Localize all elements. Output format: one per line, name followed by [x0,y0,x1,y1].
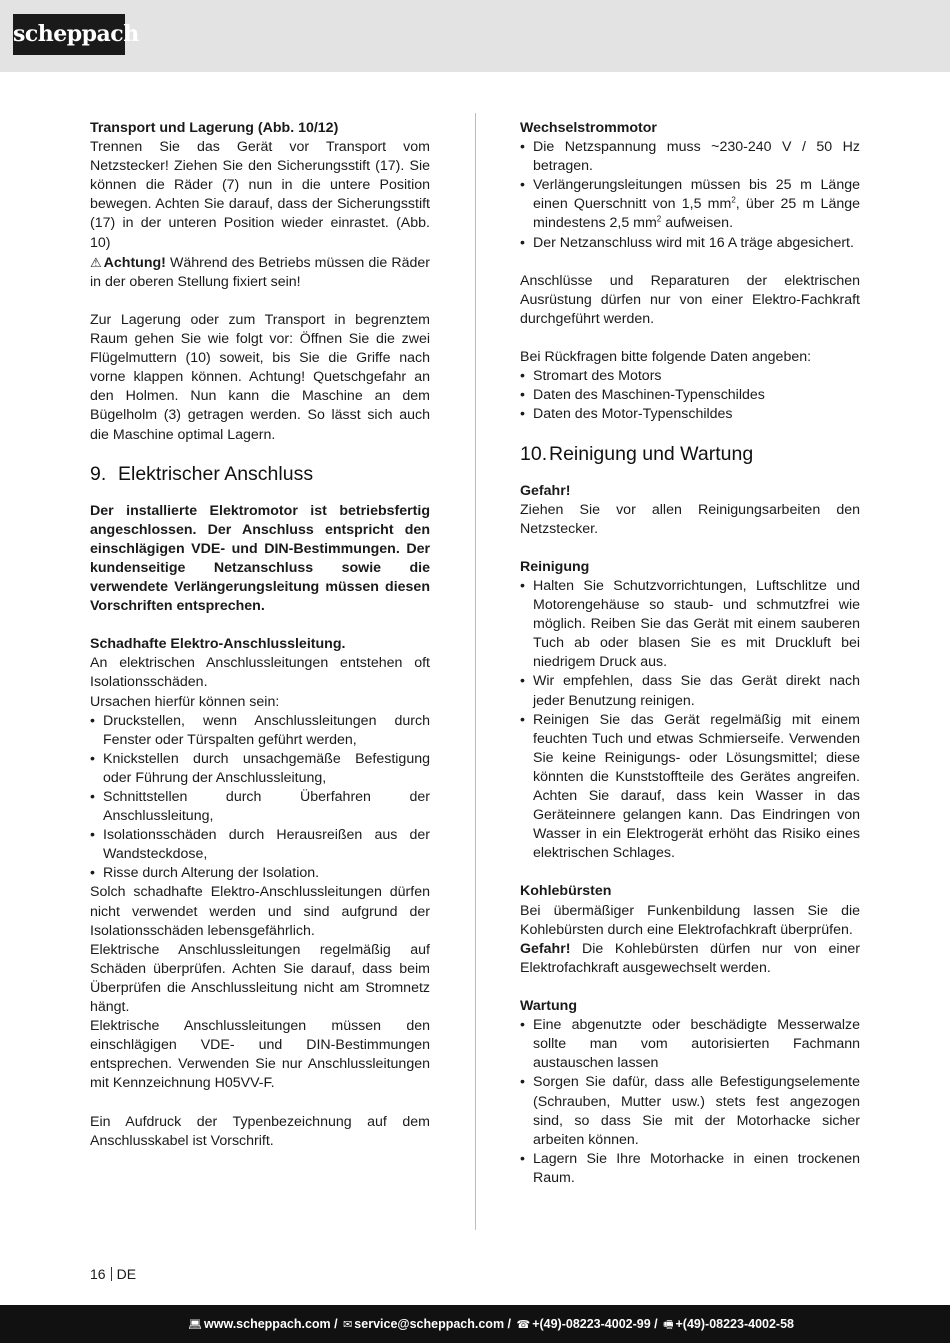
warning-text: Während des Betriebs müssen die Räder in der oberen Stellung fixiert sein! [90,254,430,290]
cleaning-heading: Reinigung [520,558,590,575]
brushes-danger-paragraph [520,940,860,978]
maintenance-heading: Wartung [520,998,577,1015]
section-10-heading [520,442,860,466]
brushes-heading: Kohlebürsten [520,883,612,900]
transport-heading: Transport und Lagerung (Abb. 10/12) [90,120,339,136]
column-divider [475,113,476,1230]
storage-paragraph: Zur Lagerung oder zum Transport in begrenztem Raum gehen Sie wie folgt vor: Öffnen Sie die zwei Flügelmuttern (10) soweit, bis Sie die Griffe nach vorne klappen können. Achtung! Quetschgefahr an den Holmen. Nun kann die Maschine an dem Bügelholm (3) getragen werden. So lässt sich auch die Maschine optimal Lagern. [90,311,430,443]
danger-heading: Gefahr! [520,482,571,499]
list-item: • Reinigen Sie das Gerät regelmäßig mit einem feuchten Tuch und etwas Schmierseife. Verwenden Sie keine Reinigungs- oder Lösungsmittel; diese könnten die Kunststoffteile des Gerätes angreifen. Achten Sie darauf, dass kein Wasser in das Geräteinnere gelangen kann. Das Eindringen von Wasser in ein Elektrogerät erhöht das Risiko eines elektrischen Schlages. [520,711,860,864]
list-item: • Knickstellen durch unsachgemäße Befestigung oder Führung der Anschlussleitung, [90,750,430,788]
list-item: • Eine abgenutzte oder beschädigte Messerwalze sollte man vom autorisierten Fachmann austauschen lassen [520,1016,860,1073]
right-column [520,119,860,1188]
footer-phone: +(49)-08223-4002-99 [532,1317,651,1331]
brushes-danger-label: Gefahr! [520,940,571,957]
page-language: DE [116,1266,137,1282]
cable-paragraph-5: Elektrische Anschlussleitungen müssen den einschlägigen VDE- und DIN-Bestimmungen entsprechen. Verwenden Sie nur Anschlussleitungen mit Kennzeichnung H05VV-F. [90,1018,430,1092]
list-item: • Risse durch Alterung der Isolation. [90,864,430,883]
cable-paragraph-3: Solch schadhafte Elektro-Anschlussleitungen dürfen nicht verwendet werden und sind aufgrund der Isolationsschäden lebensgefährlich. [90,884,430,939]
list-item: • Halten Sie Schutzvorrichtungen, Luftschlitze und Motorengehäuse so staub- und schmutzfrei wie möglich. Reiben Sie das Gerät mit einem sauberen Tuch ab oder blasen Sie es mit Druckluft bei niedrigem Druck aus. [520,577,860,672]
cable-paragraph-4: Elektrische Anschlussleitungen regelmäßig auf Schäden überprüfen. Achten Sie darauf, dass beim Überprüfen die Anschlussleitung nicht am Stromnetz hängt. [90,941,430,1016]
section-9-title: Elektrischer Anschluss [118,462,314,485]
list-item: • Sorgen Sie dafür, dass alle Befestigungselemente (Schrauben, Mutter usw.) stets fest angezogen sind, so dass Sie mit der Motorhacke sicher arbeiten können. [520,1073,860,1149]
header-bar [0,0,950,72]
page-number-value: 16 [90,1266,106,1282]
repair-paragraph: Anschlüsse und Reparaturen der elektrischen Ausrüstung dürfen nur von einer Elektro-Fachkraft durchgeführt werden. [520,272,860,327]
scheppach-logo: scheppach [13,14,125,55]
list-item: • Verlängerungsleitungen müssen bis 25 m Länge einen Querschnitt von 1,5 $mm^2$, über 25 m Länge mindestens 2,5 $mm^2$ aufweisen. [520,176,860,233]
left-column [90,119,430,1151]
list-item: • Die Netzspannung muss ~230-240 V / 50 Hz betragen. [520,138,860,176]
mail-icon: ✉ [343,1319,353,1331]
footer-fax: +(49)-08223-4002-58 [675,1317,794,1331]
warning-triangle-icon: ⚠ [90,254,102,270]
page-number [90,1265,136,1283]
warning-label: Achtung! [103,254,166,271]
list-item: • Daten des Maschinen-Typenschildes [520,386,860,405]
questions-list [520,367,860,424]
motor-heading: Wechselstrommotor [520,120,657,136]
brushes-paragraph: Bei übermäßiger Funkenbildung lassen Sie die Kohlebürsten durch eine Elektrofachkraft überprüfen. [520,902,860,938]
list-item: • Druckstellen, wenn Anschlussleitungen durch Fenster oder Türspalten geführt werden, [90,712,430,750]
motor-list [520,138,860,253]
section-9-heading [90,462,430,486]
page-separator [111,1267,112,1281]
section-9-number: 9. [90,462,107,485]
section-9-intro: Der installierte Elektromotor ist betriebsfertig angeschlossen. Der Anschluss entspricht den einschlägigen VDE- und DIN-Bestimmungen. Der kundenseitige Netzanschluss sowie die verwendete Verlängerungsleitung müssen diesen Vorschriften entsprechen. [90,502,430,615]
maintenance-list [520,1016,860,1188]
list-item: • Lagern Sie Ihre Motorhacke in einen trockenen Raum. [520,1150,860,1188]
cable-paragraph-1: An elektrischen Anschlussleitungen entstehen oft Isolationsschäden. [90,655,430,691]
computer-icon: 💻︎ [188,1319,202,1331]
fax-icon: 🖷︎ [663,1319,674,1331]
list-item: • Isolationsschäden durch Herausreißen aus der Wandsteckdose, [90,826,430,864]
brushes-danger-text: Die Kohlebürsten dürfen nur von einer Elektrofachkraft ausgewechselt werden. [520,940,860,976]
cable-heading: Schadhafte Elektro-Anschlussleitung. [90,636,346,653]
questions-paragraph: Bei Rückfragen bitte folgende Daten angeben: [520,349,812,366]
list-item: • Wir empfehlen, dass Sie das Gerät direkt nach jeder Benutzung reinigen. [520,672,860,710]
cable-paragraph-2: Ursachen hierfür können sein: [90,693,280,710]
footer-email[interactable]: service@scheppach.com [354,1317,505,1331]
list-item: • Der Netzanschluss wird mit 16 A träge abgesichert. [520,234,860,253]
footer-bar: 💻︎ www.scheppach.com / ✉ service@scheppach.com / ☎ +(49)-08223-4002-99 / 🖷︎ +(49)-08223-4002-58 [0,1305,950,1343]
section-10-number: 10. [520,442,548,465]
footer-website[interactable]: www.scheppach.com [204,1317,331,1331]
danger-paragraph: Ziehen Sie vor allen Reinigungsarbeiten den Netzstecker. [520,501,860,537]
warning-paragraph [90,253,430,292]
list-item: • Stromart des Motors [520,367,860,386]
phone-icon: ☎ [516,1319,531,1331]
cable-causes-list [90,712,430,884]
cleaning-list [520,577,860,863]
list-item: • Schnittstellen durch Überfahren der Anschlussleitung, [90,788,430,826]
list-item: • Daten des Motor-Typenschildes [520,405,860,424]
section-10-title: Reinigung und Wartung [549,442,754,465]
cable-paragraph-6: Ein Aufdruck der Typenbezeichnung auf dem Anschlusskabel ist Vorschrift. [90,1113,430,1149]
transport-paragraph: Trennen Sie das Gerät vor Transport vom Netzstecker! Ziehen Sie den Sicherungsstift (17). Sie können die Räder (7) nun in die untere Position bewegen. Achten Sie darauf, dass der Sicherungsstift (17) in der unteren Position wieder einrastet. (Abb. 10) [90,139,430,251]
